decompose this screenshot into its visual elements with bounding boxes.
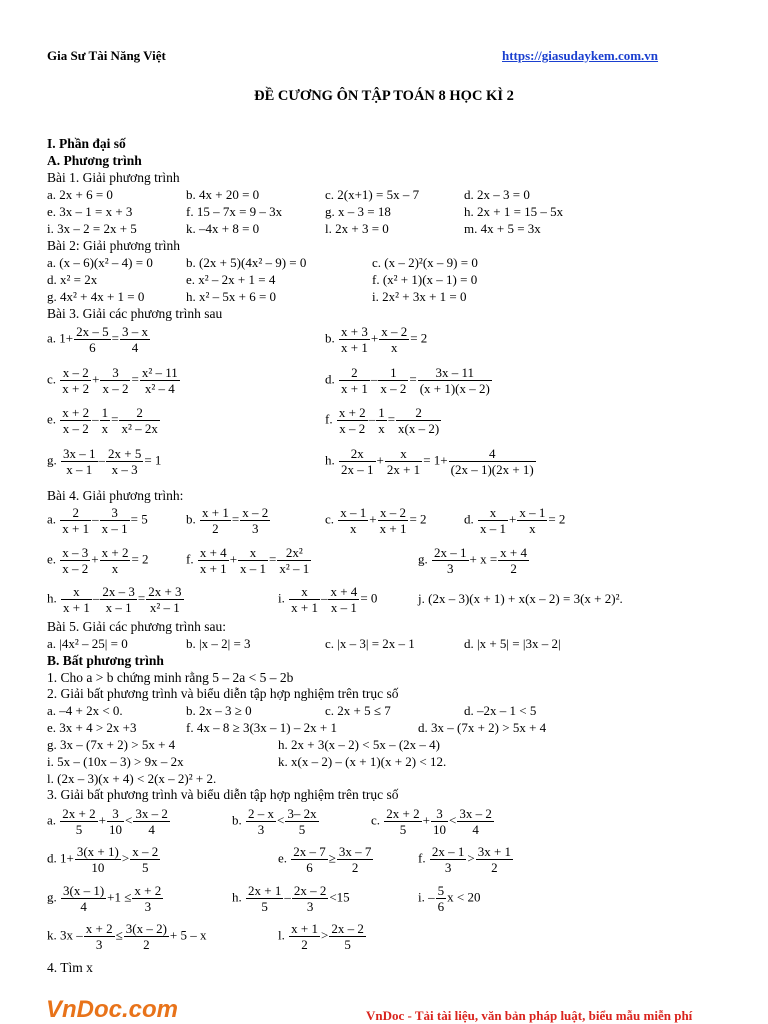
q3-eq-g: g. $\frac{3(x - 1)}{4}$ +1 ≤ $\frac{x + 2}{3}$ [47, 883, 162, 914]
ineq-q2: 2. Giải bất phương trình và biểu diễn tập hợp nghiệm trên trục số [47, 686, 399, 701]
ineq-item: d. –2x – 1 < 5 [464, 703, 537, 718]
q3-eq-b: b. $\frac{2 - x}{3}$ < $\frac{3- 2x}{5}$ [232, 806, 317, 837]
section-b-heading: B. Bất phương trình [47, 653, 164, 668]
b5-title: Bài 5. Giải các phương trình sau: [47, 619, 227, 634]
page-title: ĐỀ CƯƠNG ÔN TẬP TOÁN 8 HỌC KÌ 2 [254, 88, 514, 104]
section-a-heading: A. Phương trình [47, 153, 142, 168]
ineq-item: d. 3x – (7x + 2) > 5x + 4 [418, 720, 547, 735]
b2-item: g. 4x² + 4x + 1 = 0 [47, 289, 145, 304]
ineq-item: a. –4 + 2x < 0. [47, 703, 123, 718]
q3-eq-d: d. 1+ $\frac{3(x + 1)}{10}$ > $\frac{x - 2}{5}$ [47, 844, 159, 875]
b4-eq-a: a. $\frac{2}{x + 1}$ – $\frac{3}{x - 1}$ = 5 [47, 505, 148, 536]
vndoc-logo[interactable]: VnDoc.com [46, 996, 179, 1023]
b2-title: Bài 2: Giải phương trình [47, 238, 180, 253]
b5-item: a. |4x² – 25| = 0 [47, 636, 128, 651]
b4-eq-e: e. $\frac{x - 3}{x - 2}$ + $\frac{x + 2}{x}$ = 2 [47, 545, 149, 576]
b3-eq-h: h. $\frac{2x}{2x - 1}$ + $\frac{x}{2x + 1}$ = 1+ $\frac{4}{(2x - 1)(2x + 1)}$ [325, 446, 534, 477]
q3-eq-c: c. $\frac{2x + 2}{5}$ + $\frac{3}{10}$ < $\frac{3x - 2}{4}$ [371, 806, 492, 837]
b2-item: a. (x – 6)(x² – 4) = 0 [47, 255, 153, 270]
b4-eq-h: h. $\frac{x}{x + 1}$ – $\frac{2x - 3}{x - 1}$ = $\frac{2x + 3}{\text{x² – 1}}$ [47, 584, 182, 615]
footer-text: VnDoc - Tải tài liệu, văn bản pháp luật, biểu mẫu miễn phí [366, 1008, 693, 1023]
q3-eq-h: h. $\frac{2x + 1}{5}$ – $\frac{2x - 2}{3}$ <15 [232, 883, 350, 914]
b2-item: c. (x – 2)²(x – 9) = 0 [372, 255, 478, 270]
ineq-item: l. (2x – 3)(x + 4) < 2(x – 2)² + 2. [47, 771, 217, 786]
b1-item: l. 2x + 3 = 0 [325, 221, 389, 236]
b4-eq-f: f. $\frac{x + 4}{x + 1}$ + $\frac{x}{x - 1}$ = $\frac{\text{2x²}}{\text{x² – 1}}$ [186, 545, 310, 576]
b1-item: f. 15 – 7x = 9 – 3x [186, 204, 283, 219]
header-link[interactable]: https://giasudaykem.com.vn [502, 48, 659, 63]
b3-eq-c: c. $\frac{x - 2}{x + 2}$ + $\frac{3}{x - 2}$ = $\frac{\text{x² – 11}}{\text{x² – 4}}$ [47, 365, 178, 396]
ineq-item: e. 3x + 4 > 2x +3 [47, 720, 137, 735]
b1-item: i. 3x – 2 = 2x + 5 [47, 221, 137, 236]
b1-item: c. 2(x+1) = 5x – 7 [325, 187, 420, 202]
ineq-q4: 4. Tìm x [47, 960, 93, 975]
header-left: Gia Sư Tài Năng Việt [47, 48, 166, 63]
q3-eq-i: i. – $\frac{5}{6}$ x < 20 [418, 883, 481, 914]
b3-eq-d: d. $\frac{2}{x + 1}$ – $\frac{1}{x - 2}$ = $\frac{3x - 11}{(x + 1)(x - 2)}$ [325, 365, 490, 396]
b4-eq-d: d. $\frac{x}{x - 1}$ + $\frac{x - 1}{x}$ = 2 [464, 505, 566, 536]
b1-item: b. 4x + 20 = 0 [186, 187, 260, 202]
b4-title: Bài 4. Giải phương trình: [47, 488, 184, 503]
b5-item: c. |x – 3| = 2x – 1 [325, 636, 415, 651]
b3-title: Bài 3. Giải các phương trình sau [47, 306, 223, 321]
b4-eq-g: g. $\frac{2x - 1}{3}$ + x = $\frac{x + 4}{2}$ [418, 545, 528, 576]
b1-item: a. 2x + 6 = 0 [47, 187, 113, 202]
q3-eq-f: f. $\frac{2x - 1}{3}$ > $\frac{3x + 1}{2}$ [418, 844, 512, 875]
b1-item: k. –4x + 8 = 0 [186, 221, 260, 236]
b1-item: e. 3x – 1 = x + 3 [47, 204, 133, 219]
b3-eq-f: f. $\frac{x + 2}{x - 2}$ – $\frac{1}{x}$ = $\frac{2}{x(x - 2)}$ [325, 405, 440, 436]
part1-heading: I. Phần đại số [47, 136, 126, 151]
b2-item: i. 2x² + 3x + 1 = 0 [372, 289, 467, 304]
ineq-q1: 1. Cho a > b chứng minh rằng 5 – 2a < 5 – 2b [47, 670, 294, 685]
b2-item: h. x² – 5x + 6 = 0 [186, 289, 277, 304]
ineq-item: h. 2x + 3(x – 2) < 5x – (2x – 4) [278, 737, 440, 752]
q3-eq-a: a. $\frac{2x + 2}{5}$ + $\frac{3}{10}$ < $\frac{3x - 2}{4}$ [47, 806, 168, 837]
ineq-item: g. 3x – (7x + 2) > 5x + 4 [47, 737, 176, 752]
q3-eq-l: l. $\frac{x + 1}{2}$ > $\frac{2x - 2}{5}$ [278, 921, 364, 952]
b1-item: h. 2x + 1 = 15 – 5x [464, 204, 564, 219]
b1-title: Bài 1. Giải phương trình [47, 170, 180, 185]
b2-item: e. x² – 2x + 1 = 4 [186, 272, 276, 287]
b4-eq-c: c. $\frac{x - 1}{x}$ + $\frac{x - 2}{x + 1}$ = 2 [325, 505, 427, 536]
b1-item: m. 4x + 5 = 3x [464, 221, 541, 236]
b2-item: b. (2x + 5)(4x² – 9) = 0 [186, 255, 307, 270]
ineq-item: b. 2x – 3 ≥ 0 [186, 703, 252, 718]
b4-eq-b: b. $\frac{x + 1}{2}$ = $\frac{x - 2}{3}$ [186, 505, 269, 536]
q3-eq-e: e. $\frac{2x - 7}{6}$ ≥ $\frac{3x - 7}{2}$ [278, 844, 372, 875]
b3-eq-g: g. $\frac{3x - 1}{x - 1}$ – $\frac{2x + 5}{x - 3}$ = 1 [47, 446, 162, 477]
b2-item: d. x² = 2x [47, 272, 98, 287]
ineq-q3: 3. Giải bất phương trình và biểu diễn tập hợp nghiệm trên trục số [47, 787, 399, 802]
b3-eq-b: b. $\frac{x + 3}{x + 1}$ + $\frac{x - 2}{x}$ = 2 [325, 324, 428, 355]
b5-item: d. |x + 5| = |3x – 2| [464, 636, 561, 651]
b3-eq-e: e. $\frac{x + 2}{x - 2}$ – $\frac{1}{x}$ = $\frac{2}{\text{x² – 2x}}$ [47, 405, 158, 436]
ineq-item: i. 5x – (10x – 3) > 9x – 2x [47, 754, 184, 769]
b5-item: b. |x – 2| = 3 [186, 636, 251, 651]
b1-item: g. x – 3 = 18 [325, 204, 391, 219]
b3-eq-a: a. 1+ $\frac{2x - 5}{6}$ = $\frac{3 - x}{4}$ [47, 324, 148, 355]
ineq-item: f. 4x – 8 ≥ 3(3x – 1) – 2x + 1 [186, 720, 337, 735]
b4-eq-i: i. $\frac{x}{x + 1}$ – $\frac{x + 4}{x - 1}$ = 0 [278, 584, 378, 615]
b4-eq-j: j. (2x – 3)(x + 1) + x(x – 2) = 3(x + 2)². [418, 591, 623, 606]
b2-item: f. (x² + 1)(x – 1) = 0 [372, 272, 478, 287]
q3-eq-k: k. 3x – $\frac{x + 2}{3}$ ≤ $\frac{3(x - 2)}{2}$ + 5 – x [47, 921, 207, 952]
b1-item: d. 2x – 3 = 0 [464, 187, 530, 202]
ineq-item: k. x(x – 2) – (x + 1)(x + 2) < 12. [278, 754, 447, 769]
ineq-item: c. 2x + 5 ≤ 7 [325, 703, 391, 718]
